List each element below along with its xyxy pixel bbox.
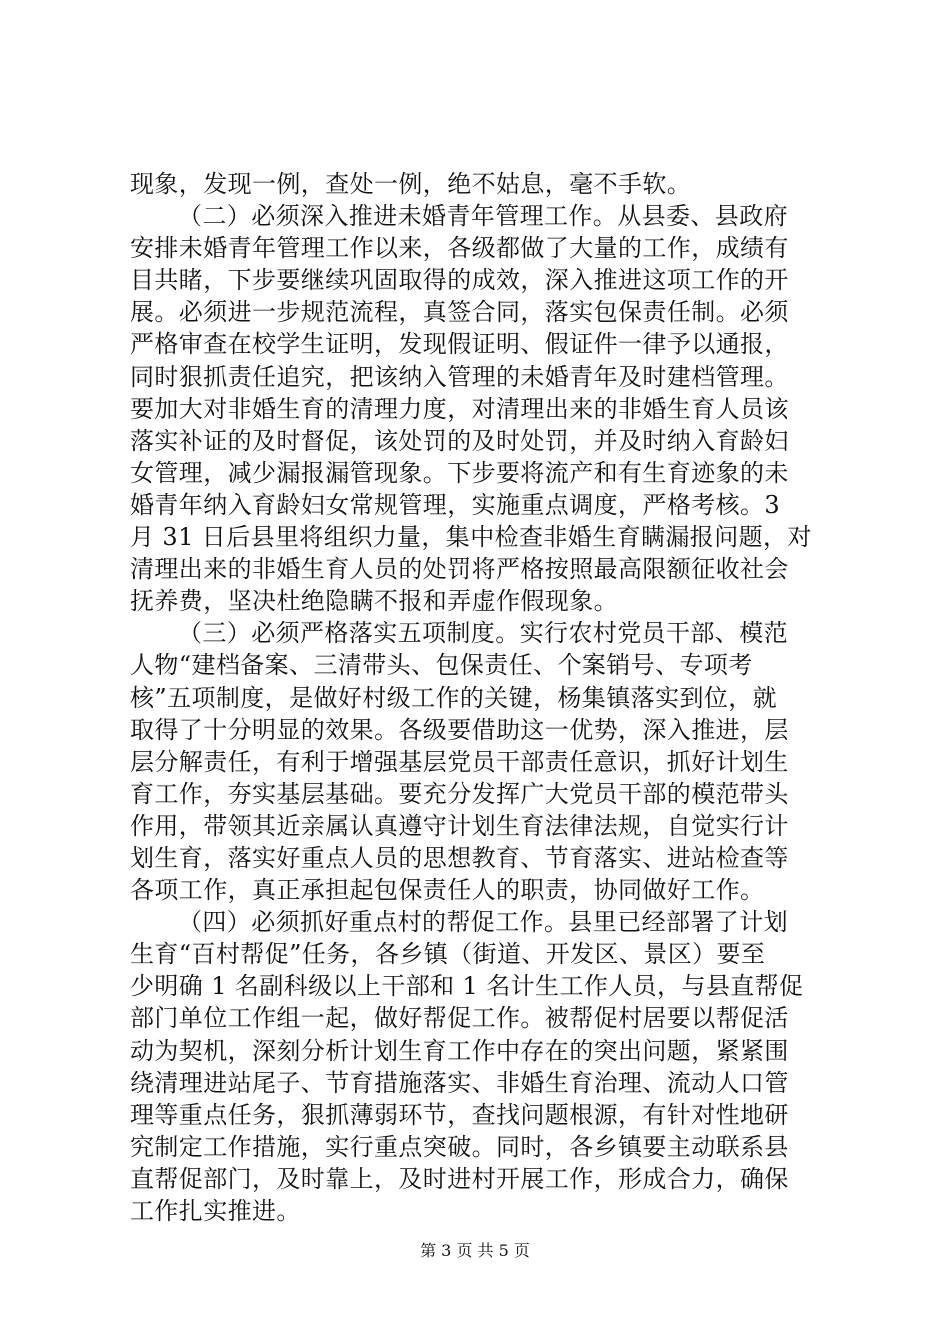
text-line: 核”五项制度，是做好村级工作的关键，杨集镇落实到位，就 xyxy=(130,683,778,712)
text-line: 究制定工作措施，实行重点突破。同时，各乡镇要主动联系县 xyxy=(130,1132,789,1161)
text-line: 取得了十分明显的效果。各级要借助这一优势，深入推进，层 xyxy=(130,715,789,744)
text-line: 目共睹，下步要继续巩固取得的成效，深入推进这项工作的开 xyxy=(130,266,789,295)
text-line: 同时狠抓责任追究，把该纳入管理的未婚青年及时建档管理。 xyxy=(130,362,789,391)
text-line: 女管理，减少漏报漏管现象。下步要将流产和有生育迹象的未 xyxy=(130,458,789,487)
text-line: 婚青年纳入育龄妇女常规管理，实施重点调度，严格考核。3 xyxy=(130,490,781,519)
text-line: 要加大对非婚生育的清理力度，对清理出来的非婚生育人员该 xyxy=(130,394,789,423)
text-line: 月 31 日后县里将组织力量，集中检查非婚生育瞒漏报问题，对 xyxy=(130,523,812,552)
document-body xyxy=(130,168,830,1227)
text-line: 绕清理进站尾子、节育措施落实、非婚生育治理、流动人口管 xyxy=(130,1068,789,1097)
paragraph-first-line: （四）必须抓好重点村的帮促工作。县里已经部署了计划 xyxy=(178,908,788,937)
text-line: 各项工作，真正承担起包保责任人的职责，协同做好工作。 xyxy=(130,876,765,905)
text-line: 动为契机，深刻分析计划生育工作中存在的突出问题，紧紧围 xyxy=(130,1036,789,1065)
text-line: 现象，发现一例，查处一例，绝不姑息，毫不手软。 xyxy=(130,170,692,198)
text-line: 划生育，落实好重点人员的思想教育、节育落实、进站检查等 xyxy=(130,843,789,872)
text-line: 生育“百村帮促”任务，各乡镇（街道、开发区、景区）要至 xyxy=(130,940,766,969)
text-line: 少明确 1 名副科级以上干部和 1 名计生工作人员，与县直帮促 xyxy=(130,972,804,1001)
text-line: 层分解责任，有利于增强基层党员干部责任意识，抓好计划生 xyxy=(130,747,789,776)
text-line: 展。必须进一步规范流程，真签合同，落实包保责任制。必须 xyxy=(130,298,789,327)
text-line: 育工作，夯实基层基础。要充分发挥广大党员干部的模范带头 xyxy=(130,779,789,808)
text-line: 安排未婚青年管理工作以来，各级都做了大量的工作，成绩有 xyxy=(130,234,789,263)
text-line: 部门单位工作组一起，做好帮促工作。被帮促村居要以帮促活 xyxy=(130,1004,789,1033)
page-number-footer: 第 3 页 共 5 页 xyxy=(420,1241,530,1260)
text-line: 工作扎实推进。 xyxy=(130,1197,301,1225)
text-line: 直帮促部门，及时靠上，及时进村开展工作，形成合力，确保 xyxy=(130,1164,789,1193)
text-line: 清理出来的非婚生育人员的处罚将严格按照最高限额征收社会 xyxy=(130,555,789,584)
text-line: 严格审查在校学生证明，发现假证明、假证件一律予以通报， xyxy=(130,330,789,359)
text-line: 作用，带领其近亲属认真遵守计划生育法律法规，自觉实行计 xyxy=(130,811,789,840)
text-line: 理等重点任务，狠抓薄弱环节，查找问题根源，有针对性地研 xyxy=(130,1100,789,1129)
text-line: 人物“建档备案、三清带头、包保责任、个案销号、专项考 xyxy=(130,651,753,680)
text-line: 落实补证的及时督促，该处罚的及时处罚，并及时纳入育龄妇 xyxy=(130,426,789,455)
paragraph-first-line: （二）必须深入推进未婚青年管理工作。从县委、县政府 xyxy=(178,202,788,231)
paragraph-first-line: （三）必须严格落实五项制度。实行农村党员干部、模范 xyxy=(178,619,788,648)
text-line: 抚养费，坚决杜绝隐瞒不报和弄虚作假现象。 xyxy=(130,587,618,616)
